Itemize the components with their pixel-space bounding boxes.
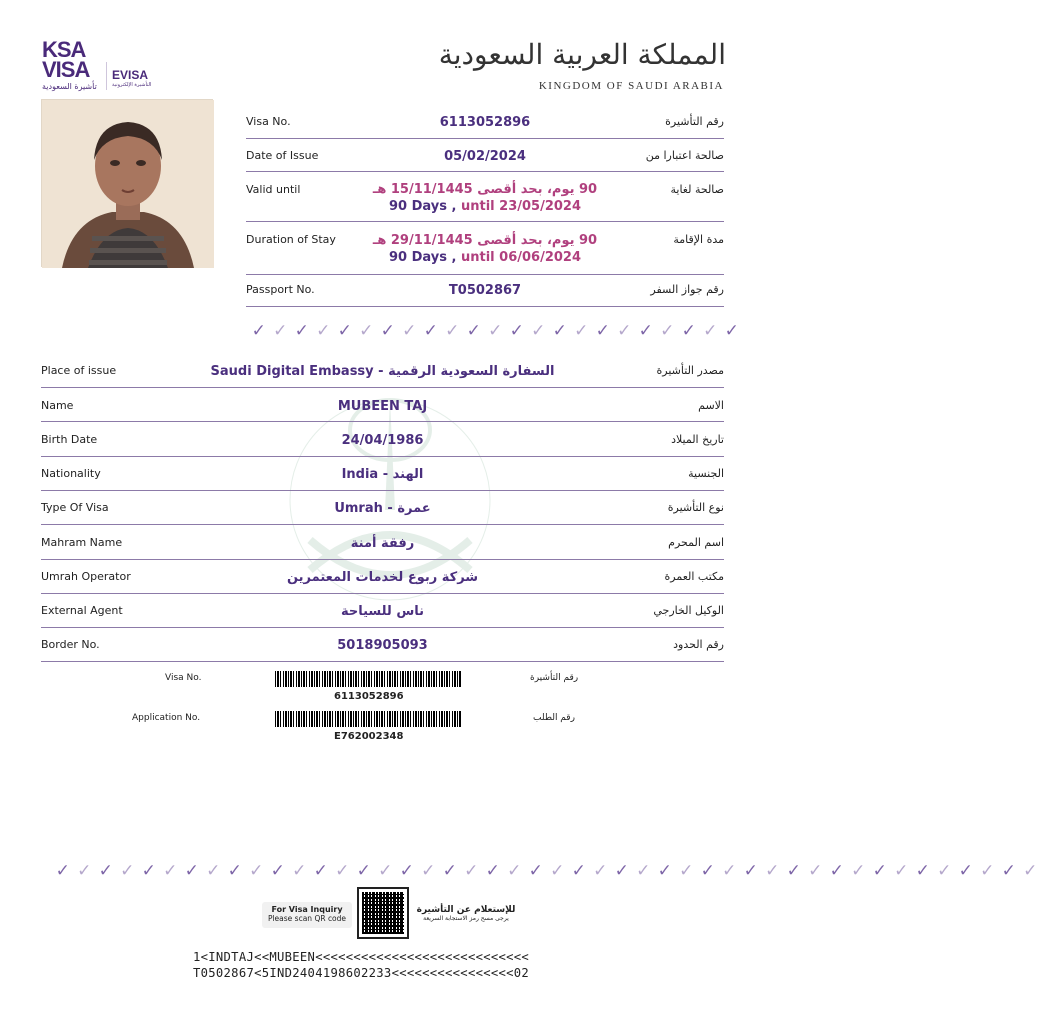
ksa-logo-line1: KSA bbox=[42, 37, 86, 62]
valid-until-value-arabic: 90 يوم، بحد أقصى 15/11/1445 هـ bbox=[372, 182, 598, 197]
mahram-name-label: Mahram Name bbox=[41, 536, 123, 549]
check-mark-icon: ✓ bbox=[273, 321, 288, 341]
valid-until-label-arabic: صالحة لغاية bbox=[670, 183, 724, 196]
check-mark-icon: ✓ bbox=[722, 861, 737, 881]
birth-date-row bbox=[41, 422, 724, 457]
application-number-barcode bbox=[275, 711, 461, 727]
barcode-application-label-arabic: رقم الطلب bbox=[533, 713, 575, 723]
nationality-value: India - الهند bbox=[341, 467, 424, 482]
name-label-arabic: الاسم bbox=[698, 399, 724, 412]
check-mark-icon: ✓ bbox=[528, 861, 543, 881]
check-mark-icon: ✓ bbox=[638, 321, 653, 341]
kingdom-title-english: KINGDOM OF SAUDI ARABIA bbox=[538, 80, 724, 92]
check-mark-icon: ✓ bbox=[421, 861, 436, 881]
barcode-application-number: E762002348 bbox=[334, 731, 404, 742]
check-mark-icon: ✓ bbox=[786, 861, 801, 881]
birth-date-label: Birth Date bbox=[41, 433, 98, 446]
date-of-issue-value: 05/02/2024 bbox=[444, 149, 526, 164]
check-mark-icon: ✓ bbox=[227, 861, 242, 881]
logo-divider bbox=[106, 62, 107, 90]
check-mark-icon: ✓ bbox=[378, 861, 393, 881]
barcode-visa-number: 6113052896 bbox=[334, 691, 404, 702]
date-of-issue-label: Date of Issue bbox=[246, 149, 319, 162]
qr-code[interactable] bbox=[357, 887, 409, 939]
check-mark-icon: ✓ bbox=[614, 861, 629, 881]
birth-date-label-arabic: تاريخ الميلاد bbox=[671, 433, 724, 446]
ksa-logo-arabic: تأشيرة السعودية bbox=[42, 82, 97, 91]
check-mark-icon: ✓ bbox=[120, 861, 135, 881]
check-mark-icon: ✓ bbox=[937, 861, 952, 881]
valid-until-date: until 23/05/2024 bbox=[460, 199, 582, 214]
barcode-visa-label-arabic: رقم التأشيرة bbox=[530, 673, 579, 683]
border-number-label-arabic: رقم الحدود bbox=[673, 638, 724, 651]
mahram-name-row bbox=[41, 525, 724, 560]
check-mark-icon: ✓ bbox=[402, 321, 417, 341]
duration-of-stay-label-arabic: مدة الإقامة bbox=[673, 233, 724, 246]
visa-inquiry-subtitle-arabic: يرجى مسح رمز الاستجابة السريعة bbox=[423, 915, 509, 922]
place-of-issue-label-arabic: مصدر التأشيرة bbox=[656, 364, 724, 377]
check-mark-icon: ✓ bbox=[636, 861, 651, 881]
duration-of-stay-row bbox=[246, 222, 724, 275]
external-agent-row bbox=[41, 594, 724, 628]
nationality-row bbox=[41, 457, 724, 491]
check-mark-icon: ✓ bbox=[337, 321, 352, 341]
check-mark-icon: ✓ bbox=[571, 861, 586, 881]
valid-until-value-english bbox=[246, 198, 724, 215]
visa-number-label-arabic: رقم التأشيرة bbox=[665, 115, 724, 128]
check-mark-icon: ✓ bbox=[703, 321, 718, 341]
type-of-visa-label-arabic: نوع التأشيرة bbox=[667, 501, 724, 514]
check-mark-icon: ✓ bbox=[829, 861, 844, 881]
check-mark-icon: ✓ bbox=[1001, 861, 1016, 881]
check-mark-icon: ✓ bbox=[724, 321, 739, 341]
check-mark-icon: ✓ bbox=[445, 321, 460, 341]
check-mark-icon: ✓ bbox=[359, 321, 374, 341]
check-mark-icon: ✓ bbox=[335, 861, 350, 881]
place-of-issue-value: Saudi Digital Embassy - السفارة السعودية الرقمية bbox=[210, 364, 555, 379]
check-mark-icon: ✓ bbox=[313, 861, 328, 881]
duration-of-stay-label: Duration of Stay bbox=[246, 233, 336, 246]
check-mark-icon: ✓ bbox=[423, 321, 438, 341]
applicant-photo bbox=[41, 99, 213, 267]
mahram-name-value: رفقة أمنة bbox=[350, 536, 415, 551]
valid-until-label: Valid until bbox=[246, 183, 301, 196]
evisa-logo bbox=[112, 68, 151, 88]
check-mark-icon: ✓ bbox=[184, 861, 199, 881]
visa-inquiry-label bbox=[262, 902, 352, 928]
check-mark-icon: ✓ bbox=[808, 861, 823, 881]
ksa-visa-logo bbox=[42, 37, 104, 91]
check-mark-icon: ✓ bbox=[55, 861, 70, 881]
border-number-value: 5018905093 bbox=[337, 638, 428, 653]
valid-until-days: 90 Days , bbox=[388, 199, 457, 214]
mahram-name-label-arabic: اسم المحرم bbox=[668, 536, 724, 549]
check-mark-icon: ✓ bbox=[765, 861, 780, 881]
check-mark-icon: ✓ bbox=[550, 861, 565, 881]
duration-of-stay-value-english bbox=[246, 249, 724, 266]
visa-number-barcode bbox=[275, 671, 461, 687]
evisa-logo-arabic: التأشيرة الإلكترونية bbox=[112, 82, 152, 88]
security-check-strip-top bbox=[248, 321, 743, 341]
date-of-issue-label-arabic: صالحة اعتبارا من bbox=[645, 149, 724, 162]
visa-inquiry-title-arabic: للإستعلام عن التأشيرة bbox=[416, 905, 516, 915]
check-mark-icon: ✓ bbox=[851, 861, 866, 881]
check-mark-icon: ✓ bbox=[595, 321, 610, 341]
external-agent-value: ناس للسياحة bbox=[340, 604, 425, 619]
check-mark-icon: ✓ bbox=[294, 321, 309, 341]
check-mark-icon: ✓ bbox=[249, 861, 264, 881]
check-mark-icon: ✓ bbox=[485, 861, 500, 881]
check-mark-icon: ✓ bbox=[488, 321, 503, 341]
check-mark-icon: ✓ bbox=[270, 861, 285, 881]
check-mark-icon: ✓ bbox=[206, 861, 221, 881]
check-mark-icon: ✓ bbox=[292, 861, 307, 881]
check-mark-icon: ✓ bbox=[617, 321, 632, 341]
check-mark-icon: ✓ bbox=[593, 861, 608, 881]
check-mark-icon: ✓ bbox=[141, 861, 156, 881]
check-mark-icon: ✓ bbox=[700, 861, 715, 881]
check-mark-icon: ✓ bbox=[509, 321, 524, 341]
evisa-logo-text: EVISA bbox=[112, 68, 149, 82]
valid-until-value bbox=[246, 181, 724, 215]
check-mark-icon: ✓ bbox=[1023, 861, 1038, 881]
visa-number-row bbox=[246, 110, 724, 139]
check-mark-icon: ✓ bbox=[77, 861, 92, 881]
place-of-issue-label: Place of issue bbox=[41, 364, 117, 377]
check-mark-icon: ✓ bbox=[574, 321, 589, 341]
check-mark-icon: ✓ bbox=[507, 861, 522, 881]
check-mark-icon: ✓ bbox=[679, 861, 694, 881]
umrah-operator-label-arabic: مكتب العمرة bbox=[664, 570, 724, 583]
mrz-line-2: T0502867<5IND2404198602233<<<<<<<<<<<<<<<<02 bbox=[193, 966, 530, 980]
external-agent-label: External Agent bbox=[41, 604, 123, 617]
umrah-operator-label: Umrah Operator bbox=[41, 570, 131, 583]
barcode-visa-label: Visa No. bbox=[165, 673, 202, 683]
check-mark-icon: ✓ bbox=[399, 861, 414, 881]
name-row bbox=[41, 388, 724, 422]
visa-number-label: Visa No. bbox=[246, 115, 291, 128]
mrz-line-1: 1<INDTAJ<<MUBEEN<<<<<<<<<<<<<<<<<<<<<<<<<<<< bbox=[193, 950, 530, 964]
check-mark-icon: ✓ bbox=[743, 861, 758, 881]
visa-number-value: 6113052896 bbox=[439, 115, 531, 130]
umrah-operator-row bbox=[41, 560, 724, 594]
duration-of-stay-date: until 06/06/2024 bbox=[460, 250, 582, 265]
check-mark-icon: ✓ bbox=[552, 321, 567, 341]
kingdom-title-arabic: المملكة العربية السعودية bbox=[438, 38, 726, 71]
check-mark-icon: ✓ bbox=[464, 861, 479, 881]
check-mark-icon: ✓ bbox=[894, 861, 909, 881]
external-agent-label-arabic: الوكيل الخارجي bbox=[653, 604, 724, 617]
check-mark-icon: ✓ bbox=[958, 861, 973, 881]
security-check-strip-bottom bbox=[52, 861, 1041, 881]
check-mark-icon: ✓ bbox=[872, 861, 887, 881]
name-label: Name bbox=[41, 399, 74, 412]
check-mark-icon: ✓ bbox=[380, 321, 395, 341]
check-mark-icon: ✓ bbox=[915, 861, 930, 881]
check-mark-icon: ✓ bbox=[251, 321, 266, 341]
passport-number-label: Passport No. bbox=[246, 283, 315, 296]
nationality-label-arabic: الجنسية bbox=[688, 467, 724, 480]
check-mark-icon: ✓ bbox=[356, 861, 371, 881]
nationality-label: Nationality bbox=[41, 467, 101, 480]
check-mark-icon: ✓ bbox=[442, 861, 457, 881]
umrah-operator-value: شركة ربوع لخدمات المعتمرين bbox=[286, 570, 479, 585]
check-mark-icon: ✓ bbox=[681, 321, 696, 341]
date-of-issue-row bbox=[246, 139, 724, 172]
birth-date-value: 24/04/1986 bbox=[341, 433, 424, 448]
check-mark-icon: ✓ bbox=[163, 861, 178, 881]
visa-inquiry-label-arabic bbox=[416, 905, 516, 922]
barcode-application-label: Application No. bbox=[132, 713, 201, 723]
check-mark-icon: ✓ bbox=[98, 861, 113, 881]
visa-inquiry-subtitle: Please scan QR code bbox=[267, 914, 347, 923]
portrait-image bbox=[42, 100, 214, 268]
visa-inquiry-title: For Visa Inquiry bbox=[271, 905, 343, 914]
check-mark-icon: ✓ bbox=[660, 321, 675, 341]
passport-number-row bbox=[246, 275, 724, 307]
passport-number-label-arabic: رقم جواز السفر bbox=[650, 283, 724, 296]
valid-until-row bbox=[246, 172, 724, 222]
duration-of-stay-value bbox=[246, 232, 724, 266]
check-mark-icon: ✓ bbox=[657, 861, 672, 881]
qr-code-pattern bbox=[362, 892, 404, 934]
place-of-issue-row bbox=[41, 357, 724, 388]
ksa-logo-line2: VISA bbox=[42, 57, 90, 82]
border-number-label: Border No. bbox=[41, 638, 100, 651]
check-mark-icon: ✓ bbox=[531, 321, 546, 341]
passport-number-value: T0502867 bbox=[448, 283, 522, 298]
duration-of-stay-value-arabic: 90 يوم، بحد أقصى 29/11/1445 هـ bbox=[372, 233, 598, 248]
duration-of-stay-days: 90 Days , bbox=[388, 250, 457, 265]
type-of-visa-row bbox=[41, 491, 724, 525]
check-mark-icon: ✓ bbox=[466, 321, 481, 341]
type-of-visa-label: Type Of Visa bbox=[41, 501, 109, 514]
border-number-row bbox=[41, 628, 724, 662]
type-of-visa-value: Umrah - عمرة bbox=[334, 501, 431, 516]
check-mark-icon: ✓ bbox=[316, 321, 331, 341]
check-mark-icon: ✓ bbox=[980, 861, 995, 881]
name-value: MUBEEN TAJ bbox=[337, 399, 428, 414]
